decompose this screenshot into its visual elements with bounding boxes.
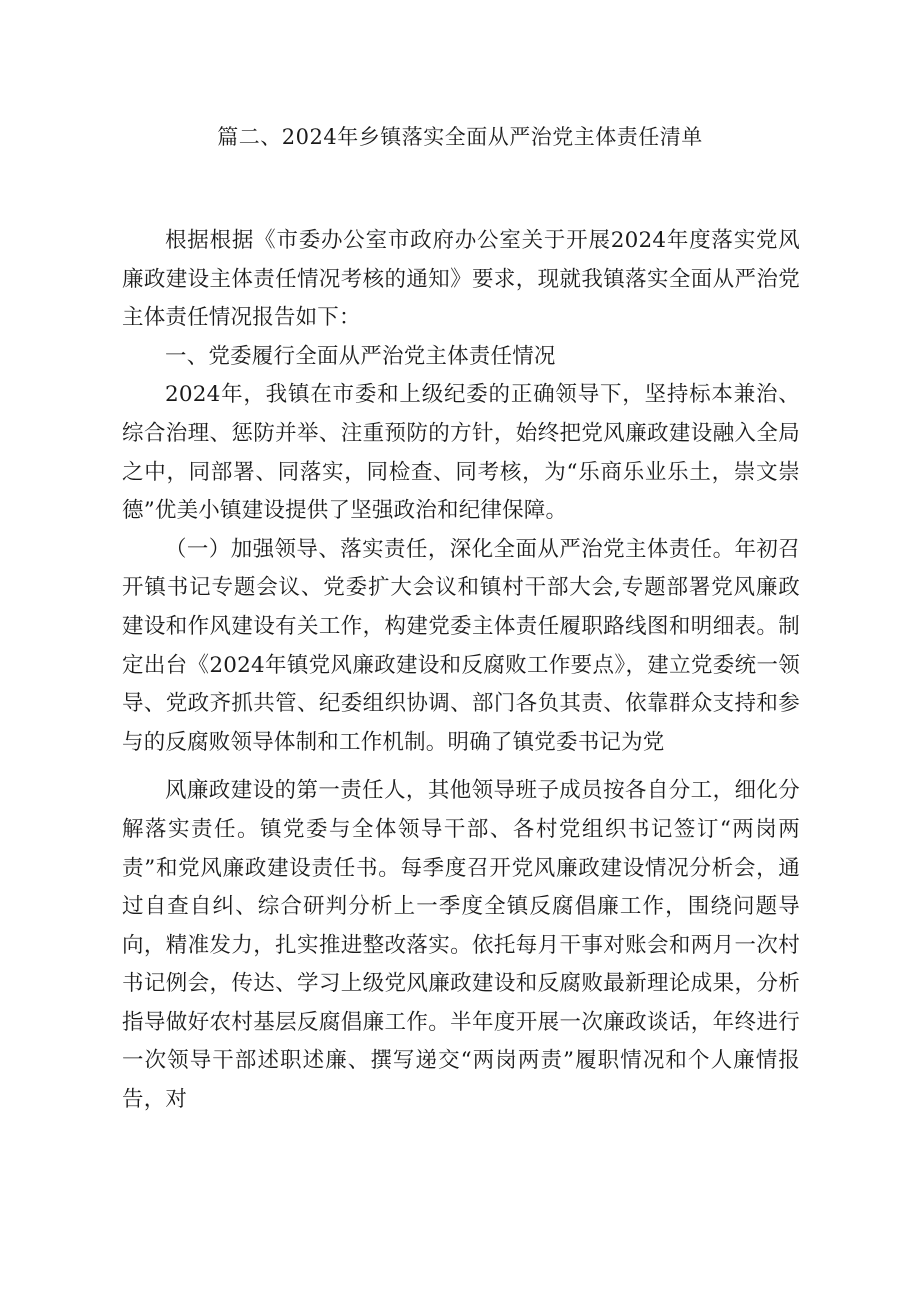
continuation-paragraph: 风廉政建设的第一责任人，其他领导班子成员按各自分工，细化分解落实责任。镇党委与全体领导干部、各村党组织书记签订“两岗两责”和党风廉政建设责任书。每季度召开党风廉政建设情况分析会，通过自查自纠、综合研判分析上一季度全镇反腐倡廉工作，围绕问题导向，精准发力，扎实推进整改落实。依托每月干事对账会和两月一次村书记例会，传达、学习上级党风廉政建设和反腐败最新理论成果，分析指导做好农村基层反腐倡廉工作。半年度开展一次廉政谈话，年终进行一次领导干部述职述廉、撰写递交“两岗两责”履职情况和个人廉情报告，对 bbox=[122, 778, 800, 1113]
subsection-paragraph: （一）加强领导、落实责任，深化全面从严治党主体责任。年初召开镇书记专题会议、党委扩大会议和镇村干部大会,专题部署党风廉政建设和作风建设有关工作，构建党委主体责任履职路线图和明细表。制定出台《2024年镇党风廉政建设和反腐败工作要点》，建立党委统一领导、党政齐抓共管、纪委组织协调、部门各负其责、依靠群众支持和参与的反腐败领导体制和工作机制。明确了镇党委书记为党 bbox=[122, 536, 800, 755]
intro-paragraph: 根据根据《市委办公室市政府办公室关于开展2024年度落实党风廉政建设主体责任情况考核的通知》要求，现就我镇落实全面从严治党主体责任情况报告如下： bbox=[122, 228, 800, 331]
overview-paragraph: 2024年，我镇在市委和上级纪委的正确领导下，坚持标本兼治、综合治理、惩防并举、注重预防的方针，始终把党风廉政建设融入全局之中，同部署、同落实，同检查、同考核，为“乐商乐业乐土，崇文崇德”优美小镇建设提供了坚强政治和纪律保障。 bbox=[122, 382, 800, 524]
document-title: 篇二、2024年乡镇落实全面从严治党主体责任清单 bbox=[217, 125, 703, 149]
document-body bbox=[122, 222, 800, 1120]
section-heading: 一、党委履行全面从严治党主体责任情况 bbox=[165, 343, 556, 369]
